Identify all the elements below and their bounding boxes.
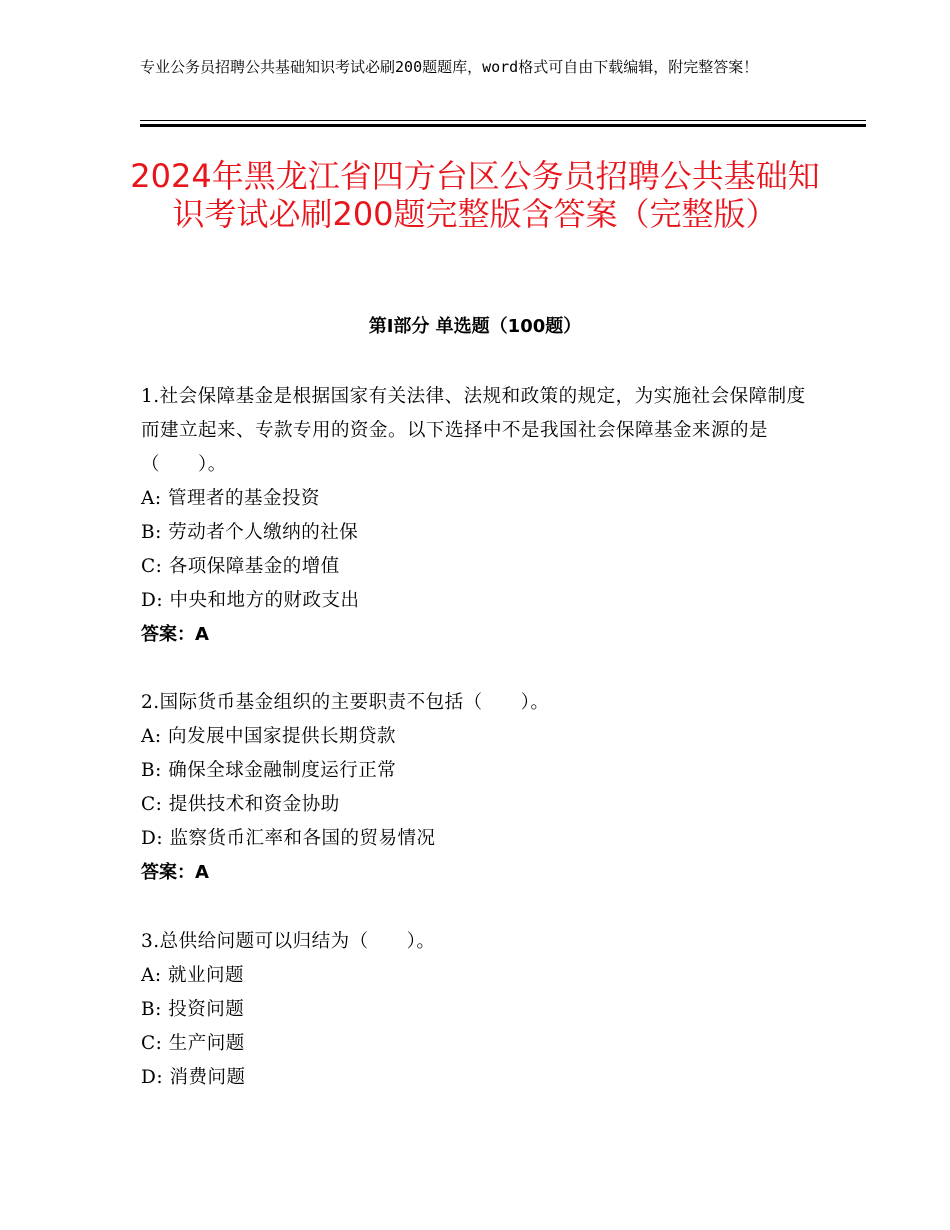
document-title: 2024年黑龙江省四方台区公务员招聘公共基础知识考试必刷200题完整版含答案（完整版） bbox=[130, 157, 820, 233]
option-a: A: 向发展中国家提供长期贷款 bbox=[141, 726, 396, 747]
option-c: C: 生产问题 bbox=[141, 1033, 245, 1054]
question-stem: 1.社会保障基金是根据国家有关法律、法规和政策的规定，为实施社会保障制度而建立起来、专款专用的资金。以下选择中不是我国社会保障基金来源的是（ ）。 bbox=[141, 386, 806, 475]
option-b: B: 确保全球金融制度运行正常 bbox=[141, 760, 397, 781]
question-1 bbox=[141, 380, 821, 652]
answer: 答案：A bbox=[141, 624, 209, 645]
option-a: A: 管理者的基金投资 bbox=[141, 488, 320, 509]
option-d: D: 监察货币汇率和各国的贸易情况 bbox=[141, 828, 436, 849]
option-c: C: 各项保障基金的增值 bbox=[141, 556, 340, 577]
question-stem: 3.总供给问题可以归结为（ ）。 bbox=[141, 931, 436, 952]
question-2 bbox=[141, 686, 821, 890]
option-c: C: 提供技术和资金协助 bbox=[141, 794, 340, 815]
option-d: D: 中央和地方的财政支出 bbox=[141, 590, 360, 611]
question-3 bbox=[141, 925, 821, 1095]
option-d: D: 消费问题 bbox=[141, 1067, 246, 1088]
answer: 答案：A bbox=[141, 862, 209, 883]
option-b: B: 投资问题 bbox=[141, 999, 245, 1020]
option-a: A: 就业问题 bbox=[141, 965, 244, 986]
header-note: 专业公务员招聘公共基础知识考试必刷200题题库，word格式可自由下载编辑，附完整答案！ bbox=[140, 58, 759, 76]
header-divider-thin bbox=[140, 120, 866, 121]
question-stem: 2.国际货币基金组织的主要职责不包括（ ）。 bbox=[141, 692, 550, 713]
option-b: B: 劳动者个人缴纳的社保 bbox=[141, 522, 359, 543]
header-divider-thick bbox=[140, 124, 866, 127]
section-heading: 第I部分 单选题（100题） bbox=[368, 316, 582, 337]
